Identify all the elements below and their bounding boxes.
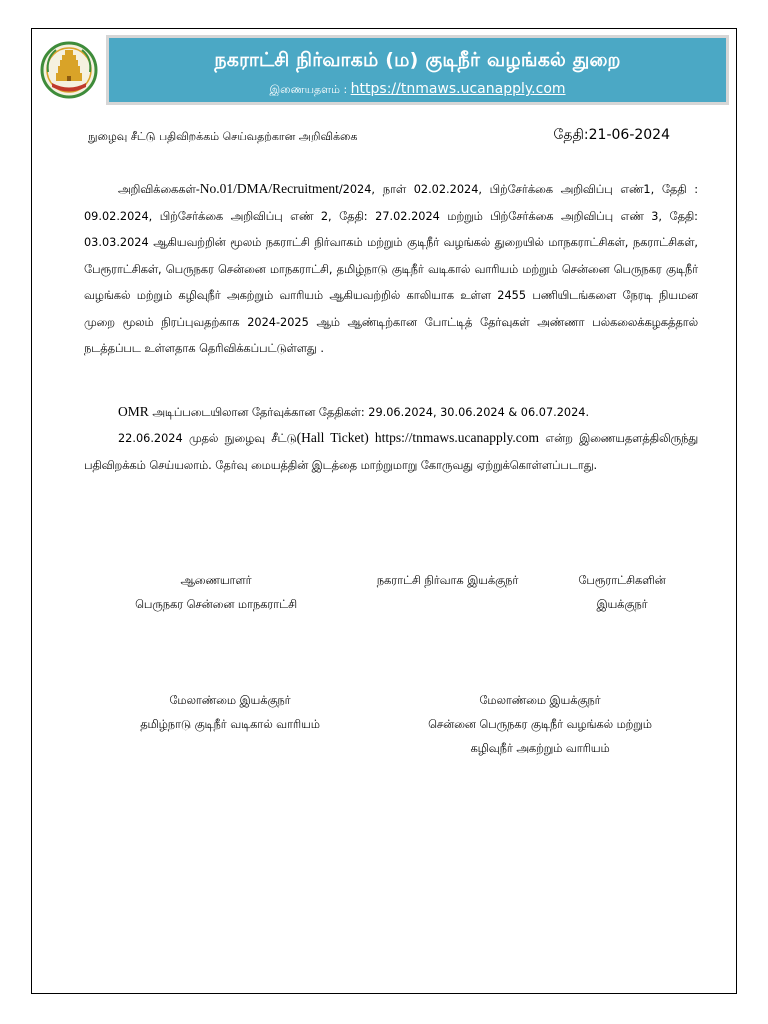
tamil-nadu-emblem-icon: [40, 40, 98, 104]
notice-header: [88, 127, 670, 145]
signatory-1-title: ஆணையாளர்: [180, 574, 252, 587]
website-line: [109, 81, 726, 98]
notice-paragraph-3: [84, 425, 698, 479]
signatory-5-title: மேலாண்மை இயக்குநர்: [479, 694, 601, 707]
para1-ref: No.01/DMA/Recruitment: [199, 181, 339, 196]
signatory-5-office-1: சென்னை பெருநகர குடிநீர் வழங்கல் மற்றும்: [428, 718, 652, 731]
para1-part-b: /2024, நாள் 02.02.2024, பிற்சேர்க்கை அறிவிப்பு எண்1, தேதி : 09.02.2024, பிற்சேர்க்கை அறிவிப்பு எண் 2, தேதி: 27.02.2024 மற்றும் பிற்சேர்க்கை அறிவிப்பு எண் 3, தேதி: 03.03.2024 ஆகியவற்றின் மூலம் நகராட்சி நிர்வாகம் மற்றும் குடிநீர் வழங்கல் துறையில் மாநகராட்சிகள், நகராட்சிகள், பேரூராட்சிகள், பெருநகர சென்னை மாநகராட்சி, தமிழ்நாடு குடிநீர் வடிகால் வாரியம் மற்றும் சென்னை பெருநகர குடிநீர் வழங்கல் மற்றும் கழிவுநீர் அகற்றும் வாரியம் ஆகியவற்றில் காலியாக உள்ள 2455 பணியிடங்களை நேரடி நியமன முறை மூலம் நிரப்புவதற்காக 2024-2025 ஆம் ஆண்டிற்கான போட்டித் தேர்வுகள் அண்ணா பல்கலைக்கழகத்தால் நடத்தப்பட உள்ளதாக தெரிவிக்கப்பட்டுள்ளது .: [84, 183, 698, 355]
signatory-commissioner: [96, 569, 336, 617]
signatory-municipal-director: [340, 569, 555, 593]
notice-date: தேதி:21-06-2024: [553, 127, 670, 143]
signatory-town-panchayat-director: [552, 569, 692, 617]
signatory-3-title: பேரூராட்சிகளின்: [578, 574, 666, 587]
signatory-4-office: தமிழ்நாடு குடிநீர் வடிகால் வாரியம்: [140, 718, 320, 731]
para3-part-b: என்ற இணையதளத்திலிருந்து பதிவிறக்கம் செய்யலாம். தேர்வு மையத்தின் இடத்தை மாற்றுமாறு கோருவது ஏற்றுக்கொள்ளப்படாது.: [84, 432, 699, 472]
notice-subject: நுழைவு சீட்டு பதிவிறக்கம் செய்வதற்கான அறிவிக்கை: [88, 130, 358, 143]
para3-part-a: 22.06.2024 முதல் நுழைவு சீட்டு: [118, 432, 297, 445]
department-title: நகராட்சி நிர்வாகம் (ம) குடிநீர் வழங்கல் துறை: [214, 49, 621, 71]
para2-text: அடிப்படையிலான தேர்வுக்கான தேதிகள்: 29.06.2024, 30.06.2024 & 06.07.2024.: [148, 406, 590, 419]
signatory-5-office-2: கழிவுநீர் அகற்றும் வாரியம்: [470, 742, 610, 755]
para3-ticket: (Hall Ticket) https://tnmaws.ucanapply.com: [296, 430, 539, 445]
signatory-1-office: பெருநகர சென்னை மாநகராட்சி: [135, 598, 297, 611]
signatory-cmwssb-md: [380, 689, 700, 761]
notice-paragraph-1: [84, 176, 698, 363]
notice-paragraph-2: [84, 399, 698, 427]
signatory-twad-md: [100, 689, 360, 737]
signatory-4-title: மேலாண்மை இயக்குநர்: [169, 694, 291, 707]
para1-part-a: அறிவிக்கைகள்-: [118, 183, 200, 196]
page-border: [31, 28, 737, 994]
signatory-2-title: நகராட்சி நிர்வாக இயக்குநர்: [376, 574, 519, 587]
signatory-3-office: இயக்குநர்: [596, 598, 648, 611]
website-label: இணையதளம் :: [269, 83, 351, 96]
website-link[interactable]: https://tnmaws.ucanapply.com: [350, 81, 566, 97]
para2-omr: OMR: [118, 404, 149, 419]
department-banner: [106, 35, 729, 105]
